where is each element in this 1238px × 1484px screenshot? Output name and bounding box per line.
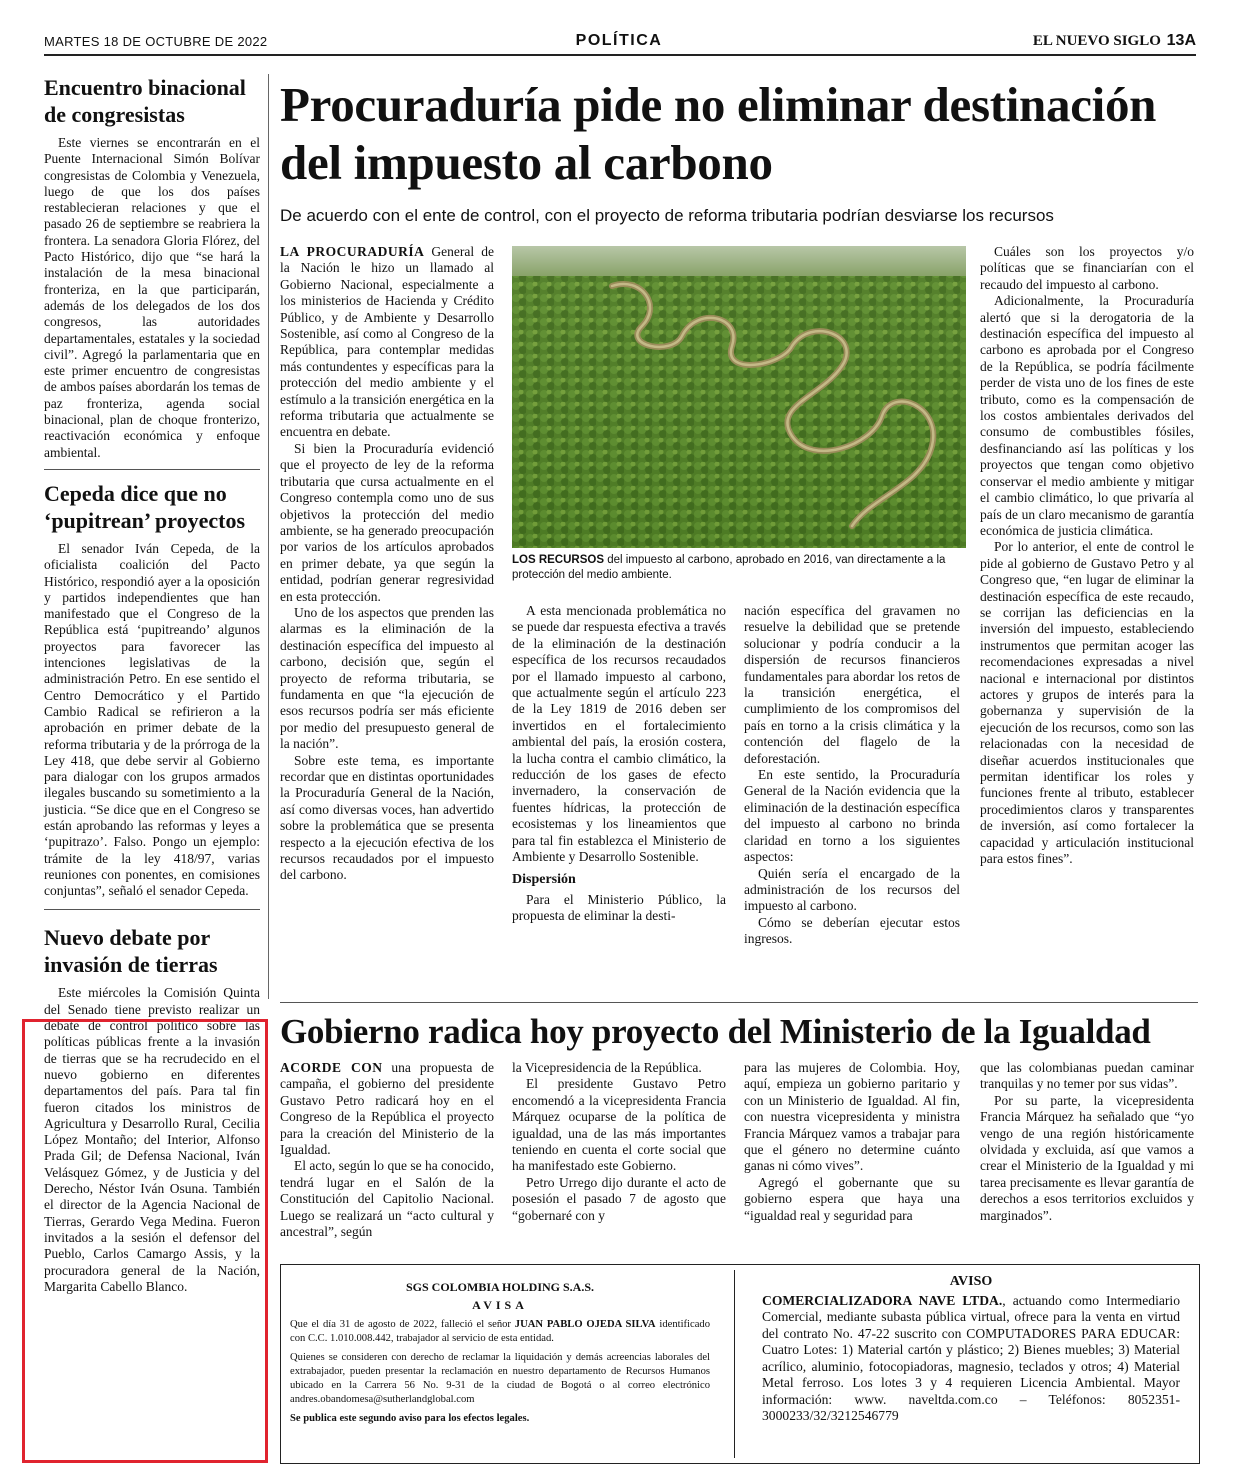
headline-2: Gobierno radica hoy proyecto del Ministerio de la Igualdad — [280, 1012, 1151, 1051]
brief-encuentro — [44, 74, 260, 461]
ad-sgs — [290, 1280, 710, 1431]
article-column-2 — [512, 603, 726, 925]
article2-column-2 — [512, 1060, 726, 1224]
article-column-3 — [744, 603, 960, 948]
paragraph: para las mujeres de Colombia. Hoy, aquí, empieza un gobierno paritario y con un Ministerio de Igualdad. Al fin, con nuestra vicepresidenta y ministra Francia Márquez vamos a trabajar para que el género no determine cuánto ganas ni cómo vives”. — [744, 1060, 960, 1174]
ad-company: COMERCIALIZADORA NAVE LTDA. — [762, 1292, 1003, 1308]
paragraph: Sobre este tema, es importante recordar que en distintas oportunidades la Procuraduría General de la Nación, así como diversas voces, han advertido sobre la problemática que se presenta respecto a la ejecución efectiva de los recursos recaudados por el impuesto del carbono. — [280, 752, 494, 883]
brief-text: Este miércoles la Comisión Quinta del Senado tiene previsto realizar un debate de control político sobre las políticas públicas frente a la invasión de tierras que se ha recrudecido en el nuevo gobierno en diferentes departamentos del país. Para tal fin fueron citados los ministros de Agricultura y Desarrollo Rural, Cecilia López Montaño; del Interior, Alfonso Prada Gil; de Defensa Nacional, Iván Velásquez Gómez, y de Justicia y del Derecho, Néstor Iván Osuna. También el director de la Agencia Nacional de Tierras, Gerardo Vega Medina. Fueron invitados a la sesión el defensor del Pueblo, Carlos Camargo Assis, y la procuradora general de la Nación, Margarita Cabello Blanco. — [44, 985, 260, 1294]
paragraph: Cuáles son los proyectos y/o políticas que se financiarían con el recaudo del impuesto al carbono. — [980, 244, 1194, 292]
section-subhead: Dispersión — [512, 871, 576, 887]
issue-date: MARTES 18 DE OCTUBRE DE 2022 — [44, 34, 268, 49]
brief-title: Nuevo debate por invasión de tierras — [44, 925, 218, 978]
ad-paragraph — [290, 1318, 710, 1346]
paragraph: Cómo se deberían ejecutar estos ingresos. — [744, 914, 960, 947]
forest-river-photo — [512, 246, 966, 548]
brief-divider — [44, 469, 260, 470]
paragraph: Uno de los aspectos que prenden las alarmas es la eliminación de la destinación específica del impuesto al carbono, decisión que, según el proyecto de reforma tributaria, se fundamenta en que “la ejecución de esos recursos podría ser más eficiente por medio del presupuesto general de la nación”. — [280, 604, 494, 752]
article-column-1 — [280, 244, 494, 884]
ad-nave — [762, 1274, 1180, 1425]
brief-text: El senador Iván Cepeda, de la oficialista coalición del Pacto Histórico, respondió ayer a la oposición y partidos independientes que han manifestado que el Congreso de la República está ‘pupitreando’ algunos proyectos para favorecer las intenciones legislativas de la administración Petro. En ese sentido el Centro Democrático y el Partido Cambio Radical se refirieron a la aprobación en primer debate de la reforma tributaria y de la prórroga de la Ley 418, que debe servir al Gobierno para dialogar con los grupos armados ilegales buscando su sometimiento a la justicia. “Se dice que en el Congreso se están aprobando las reformas y leyes a ‘pupitrazo’. Falso. Pongo un ejemplo: trámite de la ley 418/97, varias reuniones con ponentes, en comisiones conjuntas”, señaló el senador Cepeda. — [44, 540, 260, 899]
caption-text: del impuesto al carbono, aprobado en 2016, van directamente a la protección del medio ambiente. — [512, 554, 946, 581]
ad-footnote: Se publica este segundo aviso para los efectos legales. — [290, 1413, 530, 1424]
paragraph: Quién sería el encargado de la administración de los recursos del impuesto al carbono. — [744, 865, 960, 914]
column-rule — [268, 74, 269, 999]
paragraph: una propuesta de campaña, el gobierno del presidente Gustavo Petro radicará hoy en el Congreso de la República el proyecto para la creación del Ministerio de la Igualdad. — [280, 1060, 494, 1158]
paragraph: Petro Urrego dijo durante el acto de posesión el pasado 7 de agosto que “gobernaré con y — [512, 1174, 726, 1223]
paragraph: que las colombianas puedan caminar tranquilas y no temer por sus vidas”. — [980, 1060, 1194, 1092]
brief-text: Este viernes se encontrarán en el Puente Internacional Simón Bolívar congresistas de Colombia y Venezuela, luego de que los dos países restablecieran relaciones y que el pasado 26 de septiembre se reabriera la frontera. La senadora Gloria Flórez, del Pacto Histórico, dijo que “se hará la instalación de la mesa binacional fronteriza, en la que participarán, además de los delegados de los dos congresos, las autoridades departamentales, estatales y la sociedad civil”. Agregó la parlamentaria que en este primer encuentro de congresistas de ambos países abordarán los temas de paz fronteriza, agenda social binacional, plan de choque fronterizo, reactivación económica y enfoque ambiental. — [44, 135, 260, 460]
ad-avisa: AVISA — [472, 1298, 528, 1312]
paragraph: nación específica del gravamen no resuelve la debilidad que se pretende solucionar y podría conducir a la dispersión de recursos financieros fundamentales para abordar los retos de la transición energética, el cumplimiento de los compromisos del país en torno a la crisis climática y la contención del flagelo de la deforestación. — [744, 603, 960, 766]
subheadline: De acuerdo con el ente de control, con el proyecto de reforma tributaria podrían desviarse los recursos — [280, 206, 1054, 225]
ad-text: Que el día 31 de agosto de 2022, falleció el señor — [290, 1319, 515, 1330]
ad-paragraph: Quienes se consideren con derecho de reclamar la liquidación y demás acreencias laborales del extrabajador, pueden presentar la reclamación en nuestro departamento de Recursos Humanos ubicado en la Carrera 56 No. 9-31 de la ciudad de Bogotá o al correo electrónico andres.obandomesa@sutherlandglobal.com — [290, 1352, 710, 1405]
newspaper-brand — [1033, 32, 1196, 50]
paragraph: A esta mencionada problemática no se puede dar respuesta efectiva a través de la eliminación de la destinación específica de los recursos recaudados por el llamado impuesto al carbono, que actualmente según el artículo 223 de la Ley 1819 de 2016 deben ser invertidos en el fortalecimiento ambiental del país, la erosión costera, la lucha contra el cambio climático, la reducción de los gases de efecto invernadero, la conservación de fuentes hídricas, la protección de ecosistemas y los lineamientos que para tal fin establezca el Ministerio de Ambiente y Desarrollo Sostenible. — [512, 603, 726, 865]
brand-name: EL NUEVO SIGLO — [1032, 33, 1161, 49]
ad-company: SGS COLOMBIA HOLDING S.A.S. — [405, 1280, 595, 1294]
ad-person-name: JUAN PABLO OJEDA SILVA — [514, 1319, 656, 1330]
paragraph: Por su parte, la vicepresidenta Francia Márquez ha señalado que “yo vengo de una región históricamente olvidada y excluida, así que vamos a crear el Ministerio de la Igualdad y mi tarea precisamente es llevar garantía de derechos a esos territorios excluidos y marginados”. — [980, 1092, 1194, 1223]
page-number: 13A — [1166, 32, 1196, 49]
ad-heading: AVISO — [949, 1274, 993, 1289]
paragraph: General de la Nación le hizo un llamado al Gobierno Nacional, especialmente a los ministerios de Hacienda y Crédito Público, y de Ambiente y Desarrollo Sostenible, así como al Congreso de la República, para contemplar medidas más contundentes y específicas para la protección del medio ambiente y el estímulo a la transición energética en la reforma tributaria que actualmente se encuentra en debate. — [280, 244, 494, 440]
ad-text: , actuando como Intermediario Comercial, mediante subasta pública virtual, ofrece para la venta en virtud del contrato No. 47-22 suscrito con COMPUTADORES PARA EDUCAR: Cuatro Lotes: 1) Material cartón y plástico; 2) Bienes muebles; 3) Material acrílico, aluminio, fotocopiadoras, magnesio, teclados y otros; 4) Material Metal ferroso. Los lotes 3 y 4 requieren Licencia Ambiental. Mayor información: www. naveltda.com.co – Teléfonos: 8052351- 3000233/32/3212546779 — [762, 1292, 1180, 1423]
ad-paragraph — [762, 1293, 1180, 1425]
header-rule — [44, 54, 1196, 56]
brief-title: Cepeda dice que no ‘pupitrean’ proyectos — [44, 480, 246, 533]
paragraph: Adicionalmente, la Procuraduría alertó que si la derogatoria de la destinación específica del impuesto al carbono es aprobada por el Congreso de la República, se podría fácilmente perder de vista uno de los fines de este tributo, como es la compensación de los costos ambientales derivados del consumo de combustibles fósiles, desfinanciando así las políticas y los proyectos que tengan como objetivo conservar el medio ambiente y mitigar el cambio climático, lo que privaría al país de un claro mecanismo de garantía económica de justicia climática. — [980, 293, 1194, 538]
article2-column-4 — [980, 1060, 1194, 1224]
brief-title: Encuentro binacional de congresistas — [44, 75, 246, 127]
brief-divider — [44, 909, 260, 910]
article-divider — [280, 1002, 1198, 1003]
lead-in: LA PROCURADURÍA — [280, 244, 425, 259]
paragraph: Si bien la Procuraduría evidenció que el proyecto de ley de la reforma tributaria que cursa actualmente en el Congreso contempla como uno de sus objetivos la protección del medio ambiente, se ha generado preocupación por varios de los artículos aprobados en primer debate, ya que según la entidad, podrían generar regresividad en esta protección. — [280, 440, 494, 604]
brief-cepeda — [44, 480, 260, 900]
lead-in: ACORDE CON — [280, 1060, 383, 1075]
paragraph: El acto, según lo que se ha conocido, tendrá lugar en el Salón de la Constitución del Capitolio Nacional. Luego se realizará un “acto cultural y ancestral”, según — [280, 1158, 494, 1240]
caption-lead: LOS RECURSOS — [512, 554, 605, 566]
photo-caption — [512, 553, 966, 583]
section-name: POLÍTICA — [575, 32, 663, 49]
paragraph: En este sentido, la Procuraduría General de la Nación evidencia que la eliminación de la destinación específica del impuesto al carbono no brinda claridad en torno a los siguientes aspectos: — [744, 767, 960, 865]
ad-text: identificado con C.C. 1.010.008.442, trabajador al servicio de esta entidad. — [290, 1319, 710, 1344]
article2-column-3 — [744, 1060, 960, 1224]
ad-divider — [734, 1270, 735, 1458]
highlight-box — [22, 1019, 268, 1463]
paragraph: Para el Ministerio Público, la propuesta de eliminar la desti- — [512, 891, 726, 924]
article2-column-1 — [280, 1060, 494, 1240]
headline: Procuraduría pide no eliminar destinación del impuesto al carbono — [280, 77, 1157, 190]
aerial-forest-image — [512, 246, 966, 548]
paragraph: Por lo anterior, el ente de control le pide al gobierno de Gustavo Petro y al Congreso que, “en lugar de eliminar la destinación específica de este recaudo, se corrijan las deficiencias en la inversión del impuesto, estableciendo instrumentos que permitan acoger las recomendaciones expresadas a nivel nacional e internacional por distintos actores y grupos de interés para la gobernanza y supervisión de la ejecución de los recursos, como son las relacionadas con la necesidad de diseñar acuerdos institucionales que permitan identificar los roles y funciones frente al tributo, establecer procedimientos claros y transparentes de inversión, así como fortalecer la capacidad y articulación institucional para estos fines”. — [980, 539, 1194, 867]
article-column-4 — [980, 244, 1194, 867]
paragraph: El presidente Gustavo Petro encomendó a la vicepresidenta Francia Márquez ocuparse de la política de igualdad, una de las más importantes teniendo en cuenta el corte social que ha manifestado este Gobierno. — [512, 1076, 726, 1174]
paragraph: la Vicepresidencia de la República. — [512, 1060, 702, 1075]
paragraph: Agregó el gobernante que su gobierno espera que haya una “igualdad real y seguridad para — [744, 1174, 960, 1223]
